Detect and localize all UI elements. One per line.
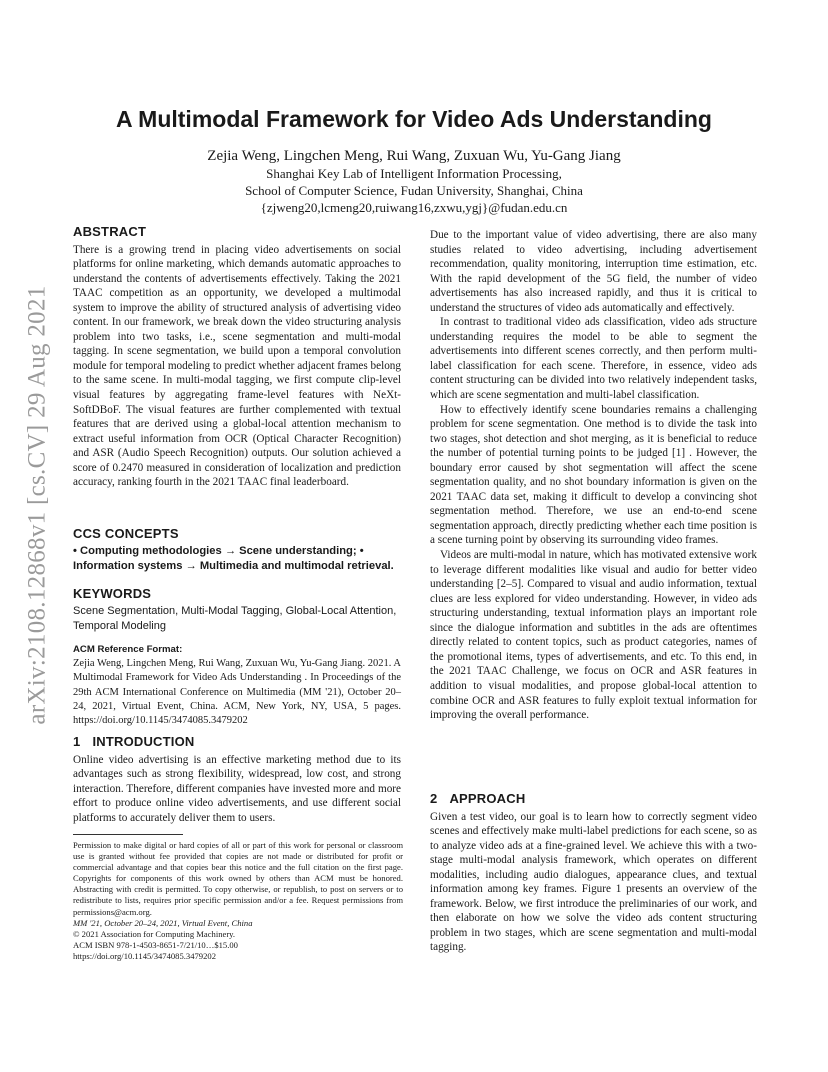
paper-title: A Multimodal Framework for Video Ads Understanding: [116, 106, 712, 132]
acm-reference: [73, 643, 401, 728]
author-list: Zejia Weng, Lingchen Meng, Rui Wang, Zuxuan Wu, Yu-Gang Jiang: [207, 148, 621, 164]
isbn-line: ACM ISBN 978-1-4503-8651-7/21/10…$15.00: [73, 939, 238, 950]
copyright-line: © 2021 Association for Computing Machinery.: [73, 928, 236, 939]
affiliation-school: School of Computer Science, Fudan University, Shanghai, China: [245, 183, 583, 198]
approach-section: [430, 792, 757, 955]
conference-note: MM '21, October 20–24, 2021, Virtual Event, China: [73, 917, 253, 928]
intro-paragraph: In contrast to traditional video ads classification, video ads structure understanding requires the model to be able to segment the advertisements into different scenes correctly, and then perform multi-label classification for each scene. Therefore, in essence, video ads content structuring can be divided into two relatively independent tasks, which are scene segmentation and multi-label classification.: [430, 316, 757, 402]
introduction-number: 1: [73, 734, 81, 749]
intro-paragraph: Videos are multi-modal in nature, which has motivated extensive work to leverage different modalities like visual and audio for better video understanding [2–5]. Compared to visual and audio information, textual clues are less explored for video understanding. However, in video ads structuring understanding, textual information plays an important role since the dialogue information and subtitles in the ads are oftentimes directly related to content topics, such as product categories, names of the promotional items, types of advertisements, and etc. To this end, in the 2021 TAAC Challenge, we focus on OCR and ASR features in addition to visual modalities, and propose global-local attention to combine OCR and ASR features to fully exploit textual information for improving the overall performance.: [430, 549, 757, 722]
intro-paragraph: Due to the important value of video advertising, there are also many studies related to video advertising, including advertisement recommendation, quality monitoring, interruption time estimation, etc. With the rapid development of the 5G field, the number of video advertisements has also increased rapidly, and thus it is critical to understand the structures of video ads automatically and effectively.: [430, 229, 757, 314]
approach-title: APPROACH: [449, 791, 526, 806]
abstract-section: [73, 225, 401, 490]
abstract-text: There is a growing trend in placing video advertisements on social platforms for online marketing, which demands automatic approaches to understand the contents of advertisements effectively. Taking the 2021 TAAC competition as an opportunity, we developed a multimodal system to improve the ability of structured analysis of advertising video content. In our framework, we break down the video structuring analysis problem into two tasks, i.e., scene segmentation and multi-modal tagging. In scene segmentation, we build upon a temporal convolution module for temporal modeling to predict whether adjacent frames belong to the same scene. In multi-modal tagging, we first compute clip-level visual features by aggregating frame-level features with NeXt-SoftDBoF. The visual features are further complemented with textual features that are derived using a global-local attention mechanism to extract useful information from OCR (Optical Character Recognition) and ASR (Audio Speech Recognition) outputs. Our solution achieved a score of 0.2470 measured in consideration of localization and prediction accuracy, ranking fourth in the 2021 TAAC final leaderboard.: [73, 243, 401, 489]
introduction-right-column: [430, 228, 757, 723]
footnote-rule: [73, 834, 183, 835]
arxiv-identifier-text: arXiv:2108.12868v1 [cs.CV] 29 Aug 2021: [24, 285, 51, 725]
affiliation-lab: Shanghai Key Lab of Intelligent Information Processing,: [266, 166, 562, 181]
keywords-heading: KEYWORDS: [73, 586, 152, 601]
introduction-heading: [73, 735, 401, 750]
keywords-section: [73, 586, 401, 633]
affiliation-emails: {zjweng20,lcmeng20,ruiwang16,zxwu,ygj}@fudan.edu.cn: [260, 200, 568, 215]
acm-reference-text: Zejia Weng, Lingchen Meng, Rui Wang, Zuxuan Wu, Yu-Gang Jiang. 2021. A Multimodal Framework for Video Ads Understanding . In Proceedings of the 29th ACM International Conference on Multimedia (MM '21), October 20–24, 2021, Virtual Event, China. ACM, New York, NY, USA, 5 pages. https://doi.org/10.1145/3474085.3479202: [73, 658, 401, 727]
introduction-title: INTRODUCTION: [92, 734, 195, 749]
abstract-heading: ABSTRACT: [73, 224, 147, 239]
approach-number: 2: [430, 791, 438, 806]
approach-text: Given a test video, our goal is to learn how to correctly segment video scenes and effectively make multi-label predictions for each scene, so as to analyze video ads at a fine-grained level. We achieve this with a two-stage multi-modal analysis framework, which operates on different modalities, including audio dialogues, appearance clues, and textual information among key frames. Figure 1 presents an overview of the framework. Below, we first introduce the preliminaries of our work, and then elaborate on how we solve the video ads content structuring problem in two stages, which are scene segmentation and multi-modal tagging.: [430, 810, 757, 954]
keywords-text: Scene Segmentation, Multi-Modal Tagging, Global-Local Attention, Temporal Modeling: [73, 605, 397, 632]
arxiv-identifier: [22, 270, 54, 740]
permission-notice: Permission to make digital or hard copies of all or part of this work for personal or classroom use is granted without fee provided that copies are not made or distributed for profit or commercial advantage and that copies bear this notice and the full citation on the first page. Copyrights for components of this work owned by others than ACM must be honored. Abstracting with credit is permitted. To copy otherwise, or republish, to post on servers or to redistribute to lists, requires prior specific permission and/or a fee. Request permissions from permissions@acm.org.: [73, 840, 403, 917]
introduction-left-text: Online video advertising is an effective marketing method due to its advantages such as strong flexibility, widespread, low cost, and strong interaction. Therefore, different companies have invested more and more effort to produce online video advertisements, and use different social platforms to accurately deliver them to users.: [73, 753, 401, 824]
acm-reference-label: ACM Reference Format:: [73, 644, 183, 655]
ccs-text: • Computing methodologies → Scene understanding; • Information systems → Multimedia and multimodal retrieval.: [73, 545, 394, 572]
ccs-heading: CCS CONCEPTS: [73, 526, 179, 541]
doi-line: https://doi.org/10.1145/3474085.3479202: [73, 950, 216, 961]
approach-heading: [430, 792, 757, 807]
copyright-footnote: [73, 840, 403, 962]
intro-paragraph: How to effectively identify scene boundaries remains a challenging problem for scene segmentation. One method is to divide the task into two stages, shot detection and shot merging, as it is beneficial to reduce the number of potential turning points to be judged [1] . However, the boundary error caused by shot segmentation will affect the scene segmentation quality, and no shot boundary information is given on the 2021 TAAC data set, making it difficult to develop a convincing shot segmentation method. Therefore, we use an end-to-end scene segmentation approach, directly predicting whether each time position is a scene turning point by observing its surrounding video frames.: [430, 403, 757, 547]
ccs-section: [73, 526, 401, 573]
introduction-section: [73, 735, 401, 825]
